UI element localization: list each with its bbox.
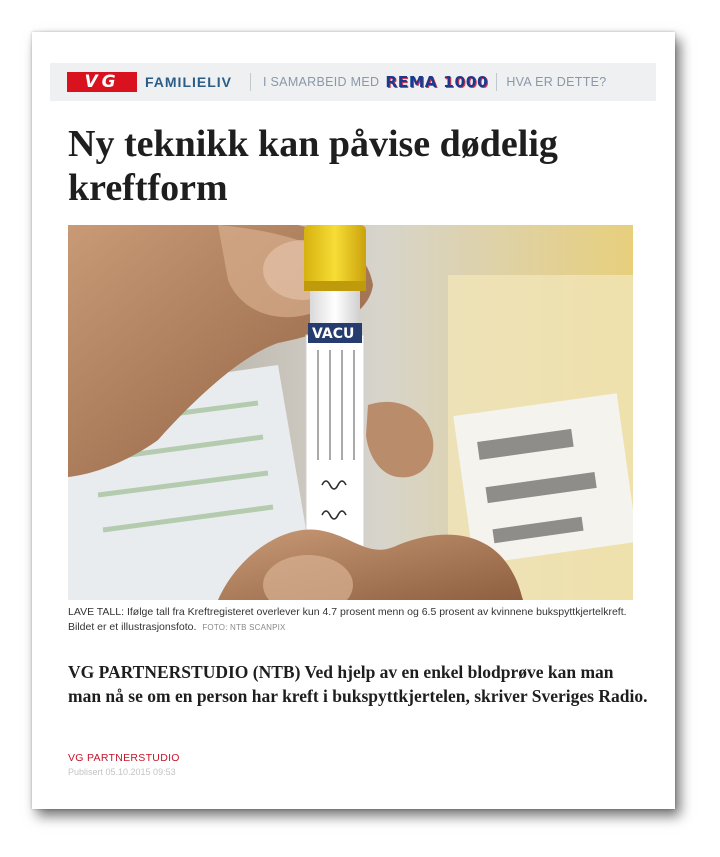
- section-name[interactable]: FAMILIELIV: [145, 74, 232, 90]
- caption-label: LAVE TALL:: [68, 606, 125, 618]
- header-divider: [250, 73, 251, 91]
- caption-text: Ifølge tall fra Kreftregisteret overlever kun 4.7 prosent menn og 6.5 prosent av kvinnene bukspyttkjertelkreft. Bildet er et illustrasjonsfoto.: [68, 606, 627, 633]
- header-divider: [496, 73, 497, 91]
- byline[interactable]: VG PARTNERSTUDIO: [68, 752, 180, 764]
- partner-header-bar: [50, 63, 656, 101]
- blood-sample-illustration: [68, 225, 633, 600]
- about-link[interactable]: HVA ER DETTE?: [506, 75, 607, 89]
- article-photo: [68, 225, 633, 600]
- vg-logo[interactable]: VG: [67, 72, 137, 92]
- article-lead: VG PARTNERSTUDIO (NTB) Ved hjelp av en enkel blodprøve kan man man nå se om en person har kreft i bukspyttkjertelen, skriver Sveriges Radio.: [68, 662, 648, 706]
- partner-logo[interactable]: REMA 1000: [385, 73, 489, 91]
- cooperation-label: I SAMARBEID MED: [263, 75, 380, 89]
- photo-credit: FOTO: NTB SCANPIX: [202, 623, 286, 632]
- article-headline: Ny teknikk kan påvise dødelig kreftform: [68, 123, 558, 209]
- tube-label: VACU: [312, 326, 355, 342]
- published-timestamp: Publisert 05.10.2015 09:53: [68, 767, 176, 777]
- photo-caption: [68, 605, 638, 635]
- article-page: [32, 32, 675, 809]
